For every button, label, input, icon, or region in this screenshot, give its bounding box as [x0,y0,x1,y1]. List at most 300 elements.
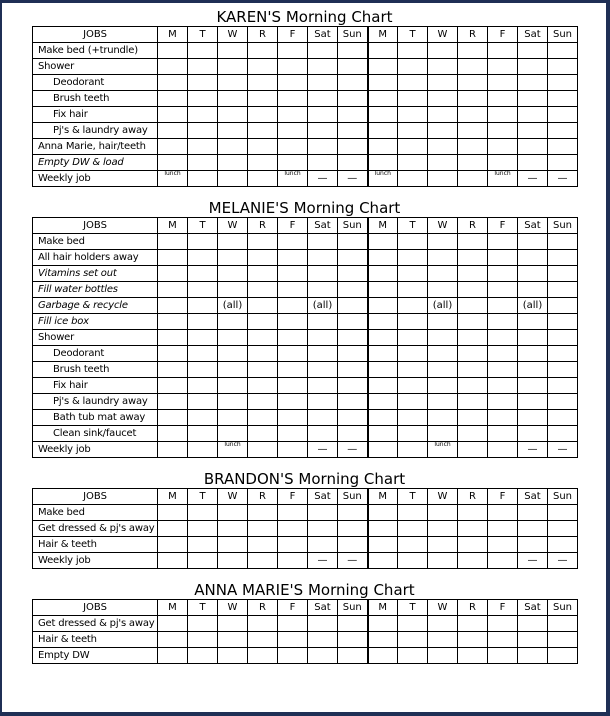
day-header: M [368,600,398,616]
chart-karen [32,8,577,187]
day-header: M [158,600,188,616]
check-cell [548,616,578,632]
cell-note: lunch [218,442,248,458]
jobs-header: JOBS [33,489,158,505]
check-cell [278,553,308,569]
job-label: Get dressed & pj's away [33,616,158,632]
check-cell [488,410,518,426]
check-cell [518,330,548,346]
check-cell [278,59,308,75]
job-row-weekly-job [33,171,578,187]
job-label: Hair & teeth [33,632,158,648]
chart-brandon [32,470,577,569]
check-cell [398,648,428,664]
check-cell [308,314,338,330]
check-cell [398,378,428,394]
check-cell [458,123,488,139]
check-cell [308,632,338,648]
check-cell [248,410,278,426]
job-row-empty-dw-load [33,155,578,171]
chart-melanie [32,199,577,458]
check-cell [278,43,308,59]
check-cell [428,75,458,91]
header-row [33,489,578,505]
check-cell [368,250,398,266]
check-cell [488,282,518,298]
check-cell [188,616,218,632]
check-cell [248,616,278,632]
check-cell [218,505,248,521]
check-cell [278,139,308,155]
check-cell [368,362,398,378]
check-cell [278,426,308,442]
check-cell [368,282,398,298]
day-header: R [458,600,488,616]
check-cell [458,139,488,155]
check-cell [158,394,188,410]
check-cell [158,346,188,362]
check-cell [458,442,488,458]
day-header: Sun [548,218,578,234]
check-cell [218,282,248,298]
check-cell [188,107,218,123]
window-frame-bottom [0,712,610,716]
check-cell [428,282,458,298]
check-cell [488,298,518,314]
job-row-brush-teeth [33,362,578,378]
cell-note: — [518,171,548,187]
job-label: Weekly job [33,171,158,187]
check-cell [488,266,518,282]
check-cell [308,91,338,107]
check-cell [338,426,368,442]
check-cell [458,266,488,282]
job-row-fix-hair [33,378,578,394]
check-cell [368,266,398,282]
check-cell [548,537,578,553]
check-cell [398,537,428,553]
check-cell [548,59,578,75]
check-cell [308,346,338,362]
check-cell [398,410,428,426]
check-cell [188,426,218,442]
window-frame-top [0,0,610,3]
day-header: Sat [518,489,548,505]
job-row-hair-teeth [33,632,578,648]
check-cell [518,378,548,394]
check-cell [278,362,308,378]
check-cell [518,394,548,410]
check-cell [488,155,518,171]
check-cell [548,648,578,664]
check-cell [488,91,518,107]
check-cell [518,234,548,250]
check-cell [428,410,458,426]
check-cell [488,505,518,521]
check-cell [218,632,248,648]
day-header: T [398,489,428,505]
check-cell [248,442,278,458]
check-cell [338,378,368,394]
check-cell [548,362,578,378]
day-header: Sat [518,27,548,43]
check-cell [188,553,218,569]
check-cell [368,107,398,123]
check-cell [368,298,398,314]
day-header: F [488,600,518,616]
check-cell [488,43,518,59]
cell-note: — [308,171,338,187]
check-cell [488,616,518,632]
header-row [33,600,578,616]
check-cell [518,521,548,537]
day-header: T [188,600,218,616]
check-cell [398,59,428,75]
check-cell [398,155,428,171]
cell-note: — [548,442,578,458]
check-cell [218,346,248,362]
check-cell [248,282,278,298]
check-cell [338,632,368,648]
header-row [33,27,578,43]
check-cell [308,59,338,75]
check-cell [338,139,368,155]
check-cell [398,553,428,569]
check-cell [398,426,428,442]
check-cell [518,91,548,107]
day-header: W [428,600,458,616]
check-cell [158,43,188,59]
job-label: Weekly job [33,553,158,569]
check-cell [338,537,368,553]
day-header: Sun [338,218,368,234]
check-cell [488,632,518,648]
check-cell [218,234,248,250]
check-cell [458,426,488,442]
check-cell [428,553,458,569]
check-cell [158,505,188,521]
check-cell [338,91,368,107]
check-cell [368,648,398,664]
check-cell [458,648,488,664]
check-cell [548,632,578,648]
check-cell [428,171,458,187]
check-cell [248,91,278,107]
job-row-weekly-job [33,553,578,569]
day-header: F [278,218,308,234]
check-cell [248,537,278,553]
check-cell [458,171,488,187]
day-header: Sun [338,489,368,505]
check-cell [218,648,248,664]
check-cell [548,394,578,410]
check-cell [278,521,308,537]
day-header: F [488,27,518,43]
job-label: Empty DW [33,648,158,664]
check-cell [488,442,518,458]
check-cell [548,43,578,59]
cell-note: lunch [488,171,518,187]
job-label: Pj's & laundry away [33,123,158,139]
check-cell [338,521,368,537]
check-cell [248,266,278,282]
check-cell [368,314,398,330]
day-header: R [248,600,278,616]
check-cell [248,362,278,378]
check-cell [308,155,338,171]
check-cell [548,282,578,298]
check-cell [548,346,578,362]
job-row-shower [33,330,578,346]
job-label: Weekly job [33,442,158,458]
job-label: Pj's & laundry away [33,394,158,410]
day-header: T [398,600,428,616]
check-cell [158,59,188,75]
check-cell [368,394,398,410]
day-header: W [218,600,248,616]
check-cell [248,107,278,123]
check-cell [368,410,398,426]
check-cell [188,59,218,75]
check-cell [428,648,458,664]
check-cell [518,282,548,298]
check-cell [368,426,398,442]
check-cell [488,346,518,362]
check-cell [368,91,398,107]
check-cell [188,266,218,282]
check-cell [188,378,218,394]
check-cell [158,648,188,664]
check-cell [488,553,518,569]
check-cell [248,632,278,648]
check-cell [518,59,548,75]
check-cell [218,394,248,410]
check-cell [188,521,218,537]
check-cell [218,330,248,346]
check-cell [188,75,218,91]
day-header: Sun [548,27,578,43]
check-cell [398,521,428,537]
job-label: Shower [33,330,158,346]
cell-note: lunch [368,171,398,187]
cell-note: — [338,171,368,187]
check-cell [278,505,308,521]
job-row-get-dressed-pj-s-away [33,521,578,537]
check-cell [338,107,368,123]
check-cell [308,521,338,537]
check-cell [338,282,368,298]
check-cell [278,442,308,458]
check-cell [488,330,518,346]
check-cell [248,171,278,187]
check-cell [398,43,428,59]
cell-note: lunch [428,442,458,458]
check-cell [338,75,368,91]
check-cell [218,171,248,187]
check-cell [458,282,488,298]
check-cell [218,362,248,378]
day-header: F [488,218,518,234]
check-cell [338,505,368,521]
chore-table [32,599,578,664]
check-cell [488,75,518,91]
job-label: Vitamins set out [33,266,158,282]
day-header: W [218,218,248,234]
job-row-make-bed [33,234,578,250]
check-cell [188,123,218,139]
check-cell [248,505,278,521]
job-label: Fill ice box [33,314,158,330]
day-header: F [278,27,308,43]
check-cell [218,43,248,59]
job-row-garbage-recycle [33,298,578,314]
job-label: Empty DW & load [33,155,158,171]
check-cell [518,75,548,91]
check-cell [428,378,458,394]
check-cell [368,330,398,346]
check-cell [428,43,458,59]
check-cell [158,266,188,282]
check-cell [338,410,368,426]
check-cell [188,537,218,553]
check-cell [488,314,518,330]
check-cell [428,362,458,378]
check-cell [458,521,488,537]
job-label: Deodorant [33,346,158,362]
check-cell [158,410,188,426]
cell-note: — [548,171,578,187]
job-row-vitamins-set-out [33,266,578,282]
day-header: M [368,489,398,505]
check-cell [398,346,428,362]
check-cell [278,91,308,107]
check-cell [398,362,428,378]
check-cell [248,346,278,362]
check-cell [548,139,578,155]
check-cell [398,282,428,298]
check-cell [368,346,398,362]
cell-note: (all) [218,298,248,314]
job-label: Brush teeth [33,362,158,378]
chart-title: BRANDON'S Morning Chart [203,470,406,488]
check-cell [278,314,308,330]
check-cell [518,43,548,59]
day-header: R [248,218,278,234]
check-cell [278,266,308,282]
check-cell [518,648,548,664]
check-cell [248,234,278,250]
check-cell [308,266,338,282]
check-cell [458,107,488,123]
day-header: Sun [338,600,368,616]
check-cell [548,250,578,266]
job-label: Fix hair [33,378,158,394]
check-cell [158,521,188,537]
jobs-header: JOBS [33,600,158,616]
check-cell [218,107,248,123]
cell-note: — [308,553,338,569]
check-cell [338,394,368,410]
check-cell [398,266,428,282]
day-header: M [158,218,188,234]
check-cell [368,75,398,91]
cell-note: (all) [518,298,548,314]
job-label: Get dressed & pj's away [33,521,158,537]
check-cell [278,394,308,410]
day-header: Sat [518,600,548,616]
check-cell [278,234,308,250]
check-cell [338,234,368,250]
check-cell [398,616,428,632]
check-cell [548,75,578,91]
job-row-empty-dw [33,648,578,664]
check-cell [368,616,398,632]
day-header: M [158,489,188,505]
check-cell [518,616,548,632]
job-row-fix-hair [33,107,578,123]
check-cell [398,314,428,330]
check-cell [248,521,278,537]
job-label: Garbage & recycle [33,298,158,314]
check-cell [188,314,218,330]
chore-table [32,217,578,458]
job-row-get-dressed-pj-s-away [33,616,578,632]
job-label: Make bed [33,234,158,250]
check-cell [188,250,218,266]
check-cell [428,632,458,648]
check-cell [338,362,368,378]
check-cell [548,314,578,330]
job-label: Shower [33,59,158,75]
check-cell [428,314,458,330]
check-cell [218,314,248,330]
check-cell [158,330,188,346]
check-cell [308,505,338,521]
check-cell [218,123,248,139]
check-cell [368,123,398,139]
check-cell [188,282,218,298]
day-header: R [458,27,488,43]
jobs-header: JOBS [33,218,158,234]
check-cell [398,505,428,521]
check-cell [428,91,458,107]
check-cell [308,43,338,59]
window-frame-right [606,0,610,716]
check-cell [488,107,518,123]
check-cell [158,107,188,123]
check-cell [548,234,578,250]
check-cell [158,616,188,632]
check-cell [518,123,548,139]
check-cell [158,123,188,139]
check-cell [338,123,368,139]
check-cell [278,75,308,91]
check-cell [548,426,578,442]
check-cell [458,394,488,410]
cell-note: — [338,442,368,458]
job-label: Deodorant [33,75,158,91]
check-cell [368,378,398,394]
check-cell [158,250,188,266]
check-cell [488,537,518,553]
check-cell [398,139,428,155]
check-cell [398,91,428,107]
day-header: Sat [308,218,338,234]
chart-title: ANNA MARIE'S Morning Chart [194,581,415,599]
check-cell [458,537,488,553]
check-cell [398,234,428,250]
check-cell [428,505,458,521]
